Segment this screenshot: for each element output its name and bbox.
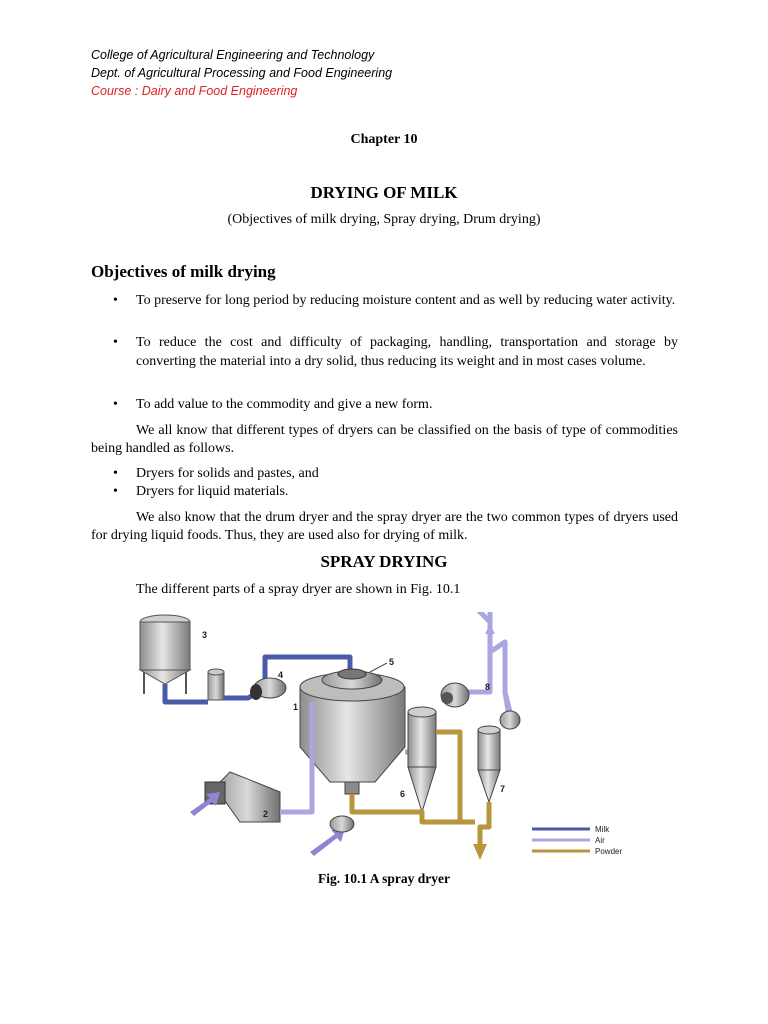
high-pressure-pump <box>250 678 286 700</box>
dryer-type-text: Dryers for solids and pastes, and <box>136 466 319 481</box>
powder-outlet-arrow <box>473 844 487 860</box>
primary-cyclone <box>408 707 436 812</box>
feed-tank <box>140 615 190 694</box>
objective-text: To preserve for long period by reducing moisture content and as well by reducing water activity. <box>136 293 676 308</box>
objectives-heading: Objectives of milk drying <box>91 262 276 281</box>
spray-dryer-figure <box>130 612 635 862</box>
paragraph-dryer-classes: We all know that different types of dryers can be classified on the basis of type of commodities being handled as follows. <box>91 423 678 456</box>
part-number-4: 4 <box>278 670 284 680</box>
spray-drying-heading: SPRAY DRYING <box>320 552 448 571</box>
figure-intro: The different parts of a spray dryer are shown in Fig. 10.1 <box>136 582 461 597</box>
bullet-mark: • <box>113 293 118 308</box>
legend-air-label: Air <box>595 836 605 845</box>
page-header <box>91 46 392 100</box>
part-number-8: 8 <box>485 682 491 692</box>
part-number-2: 2 <box>263 809 269 819</box>
figure-caption: Fig. 10.1 A spray dryer <box>318 871 450 886</box>
objective-text: To reduce the cost and difficulty of packaging, handling, transportation and storage by converting the material into a dry solid, thus reducing its weight and in most cases volume. <box>136 335 678 369</box>
part-number-3: 3 <box>202 630 208 640</box>
leader-line-5 <box>370 663 387 672</box>
bullet-mark: • <box>113 335 118 350</box>
chapter-label: Chapter 10 <box>350 132 418 147</box>
drying-chamber <box>300 669 405 794</box>
part-number-6: 6 <box>400 789 406 799</box>
dryer-type-bullet <box>113 483 678 502</box>
objective-bullet <box>113 292 678 311</box>
exhaust-arrow <box>485 624 495 634</box>
objective-text: To add value to the commodity and give a new form. <box>136 397 433 412</box>
legend-milk-label: Milk <box>595 825 610 834</box>
part-number-7: 7 <box>500 784 506 794</box>
page-title: DRYING OF MILK <box>310 183 458 202</box>
part-number-5: 5 <box>389 657 395 667</box>
paragraph-common-dryers: We also know that the drum dryer and the spray dryer are the two common types of dryers used for drying liquid foods. Thus, they are used also for drying of milk. <box>91 510 678 543</box>
bullet-mark: • <box>113 397 118 412</box>
header-dept: Dept. of Agricultural Processing and Food Engineering <box>91 66 393 80</box>
transport-air-inlet <box>330 816 354 832</box>
legend-powder-label: Powder <box>595 847 623 856</box>
part-number-1: 1 <box>293 702 299 712</box>
balance-tank <box>208 669 224 700</box>
header-course: Course : Dairy and Food Engineering <box>91 84 298 98</box>
page-subtitle: (Objectives of milk drying, Spray drying, Drum drying) <box>227 212 541 227</box>
objective-bullet <box>113 334 678 371</box>
bullet-mark: • <box>113 466 118 481</box>
exhaust-fan <box>441 683 469 707</box>
objective-bullet <box>113 396 678 415</box>
fines-cyclone <box>478 711 520 802</box>
figure-legend <box>532 825 622 856</box>
dryer-type-bullet <box>113 465 678 484</box>
header-college: College of Agricultural Engineering and Technology <box>91 48 375 62</box>
bullet-mark: • <box>113 484 118 499</box>
dryer-type-text: Dryers for liquid materials. <box>136 484 289 499</box>
